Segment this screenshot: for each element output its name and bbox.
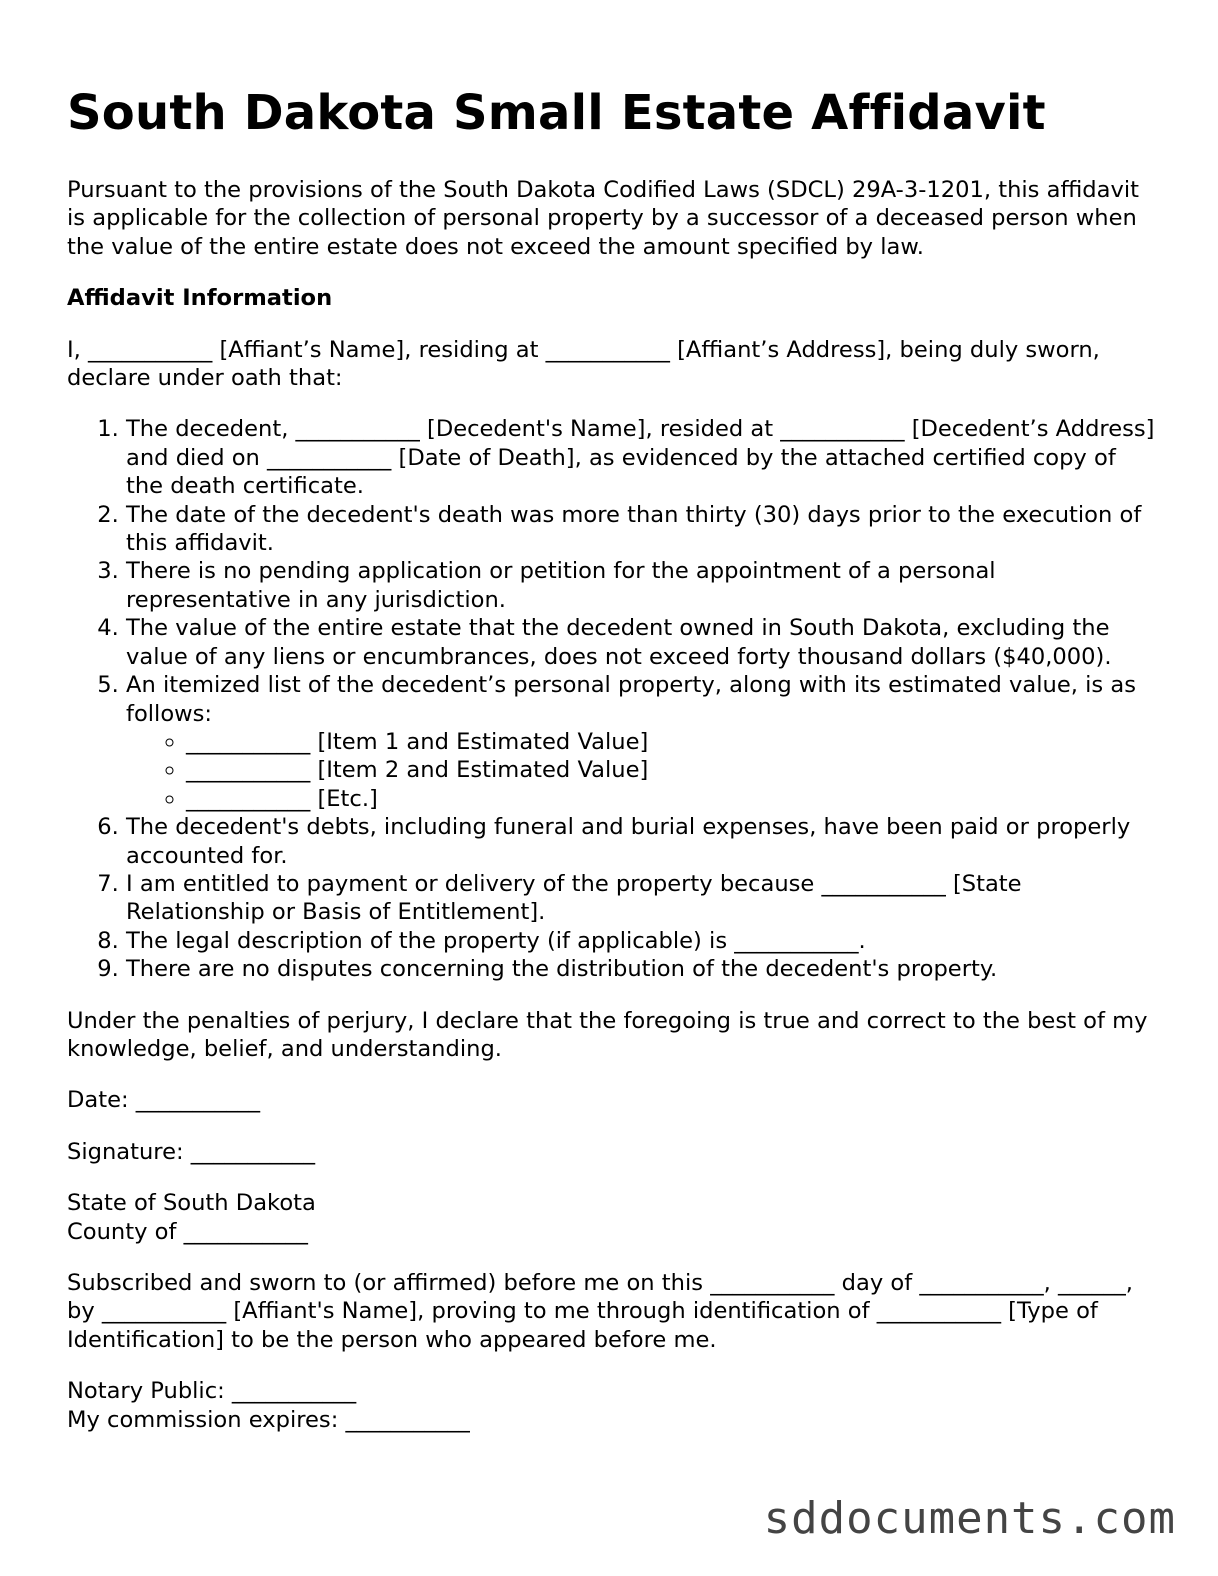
section-heading: Affidavit Information <box>67 285 333 312</box>
perjury-statement: Under the penalties of perjury, I declare that the foregoing is true and correct to the best of my knowledge, belief, and understanding. <box>67 1007 1148 1062</box>
list-item: 8. The legal description of the property (if applicable) is ___________. <box>126 927 1157 955</box>
list-item: 4. The value of the entire estate that the decedent owned in South Dakota, excluding the value of any liens or encumbrances, does not exceed forty thousand dollars ($40,000). <box>126 614 1157 671</box>
property-items-list <box>126 728 1157 813</box>
state-line: State of South Dakota <box>67 1190 316 1217</box>
affidavit-document <box>67 80 1157 1434</box>
declarations-list <box>67 415 1157 983</box>
list-item: 6. The decedent's debts, including funeral and burial expenses, have been paid or properly accounted for. <box>126 813 1157 870</box>
commission-expires-line: My commission expires: ___________ <box>67 1406 470 1433</box>
sworn-statement: Subscribed and sworn to (or affirmed) before me on this ___________ day of ___________, ______, by ___________ [Affiant's Name], proving to me through identification of ___________ [Type of Identification] to be the person who appeared before me. <box>67 1270 1133 1353</box>
property-item: ◦ ___________ [Item 2 and Estimated Value] <box>186 756 1157 784</box>
date-field: Date: ___________ <box>67 1087 261 1114</box>
list-item: 9. There are no disputes concerning the distribution of the decedent's property. <box>126 955 1157 983</box>
list-item: 2. The date of the decedent's death was more than thirty (30) days prior to the execution of this affidavit. <box>126 501 1157 558</box>
list-item-text: An itemized list of the decedent’s personal property, along with its estimated value, is as follows: <box>126 672 1136 727</box>
property-item: ◦ ___________ [Item 1 and Estimated Value] <box>186 728 1157 756</box>
signature-field: Signature: ___________ <box>67 1138 316 1165</box>
property-item: ◦ ___________ [Etc.] <box>186 785 1157 813</box>
document-title: South Dakota Small Estate Affidavit <box>67 85 1046 141</box>
county-line: County of ___________ <box>67 1218 308 1245</box>
venue-block <box>67 1189 1157 1246</box>
notary-block <box>67 1377 1157 1434</box>
declaration-paragraph: I, ___________ [Affiant’s Name], residing at ___________ [Affiant’s Address], being duly sworn, declare under oath that: <box>67 336 1100 392</box>
list-item: 7. I am entitled to payment or delivery of the property because ___________ [State Relationship or Basis of Entitlement]. <box>126 870 1157 927</box>
list-item: 1. The decedent, ___________ [Decedent's Name], resided at ___________ [Decedent’s Address] and died on ___________ [Date of Death], as evidenced by the attached certified copy of the death certificate. <box>126 415 1157 500</box>
list-item: 3. There is no pending application or petition for the appointment of a personal representative in any jurisdiction. <box>126 557 1157 614</box>
watermark: sddocuments.com <box>763 1493 1176 1544</box>
intro-paragraph: Pursuant to the provisions of the South Dakota Codified Laws (SDCL) 29A-3-1201, this affidavit is applicable for the collection of personal property by a successor of a deceased person when the value of the entire estate does not exceed the amount specified by law. <box>67 177 1139 260</box>
list-item <box>126 671 1157 813</box>
notary-public-line: Notary Public: ___________ <box>67 1378 357 1405</box>
